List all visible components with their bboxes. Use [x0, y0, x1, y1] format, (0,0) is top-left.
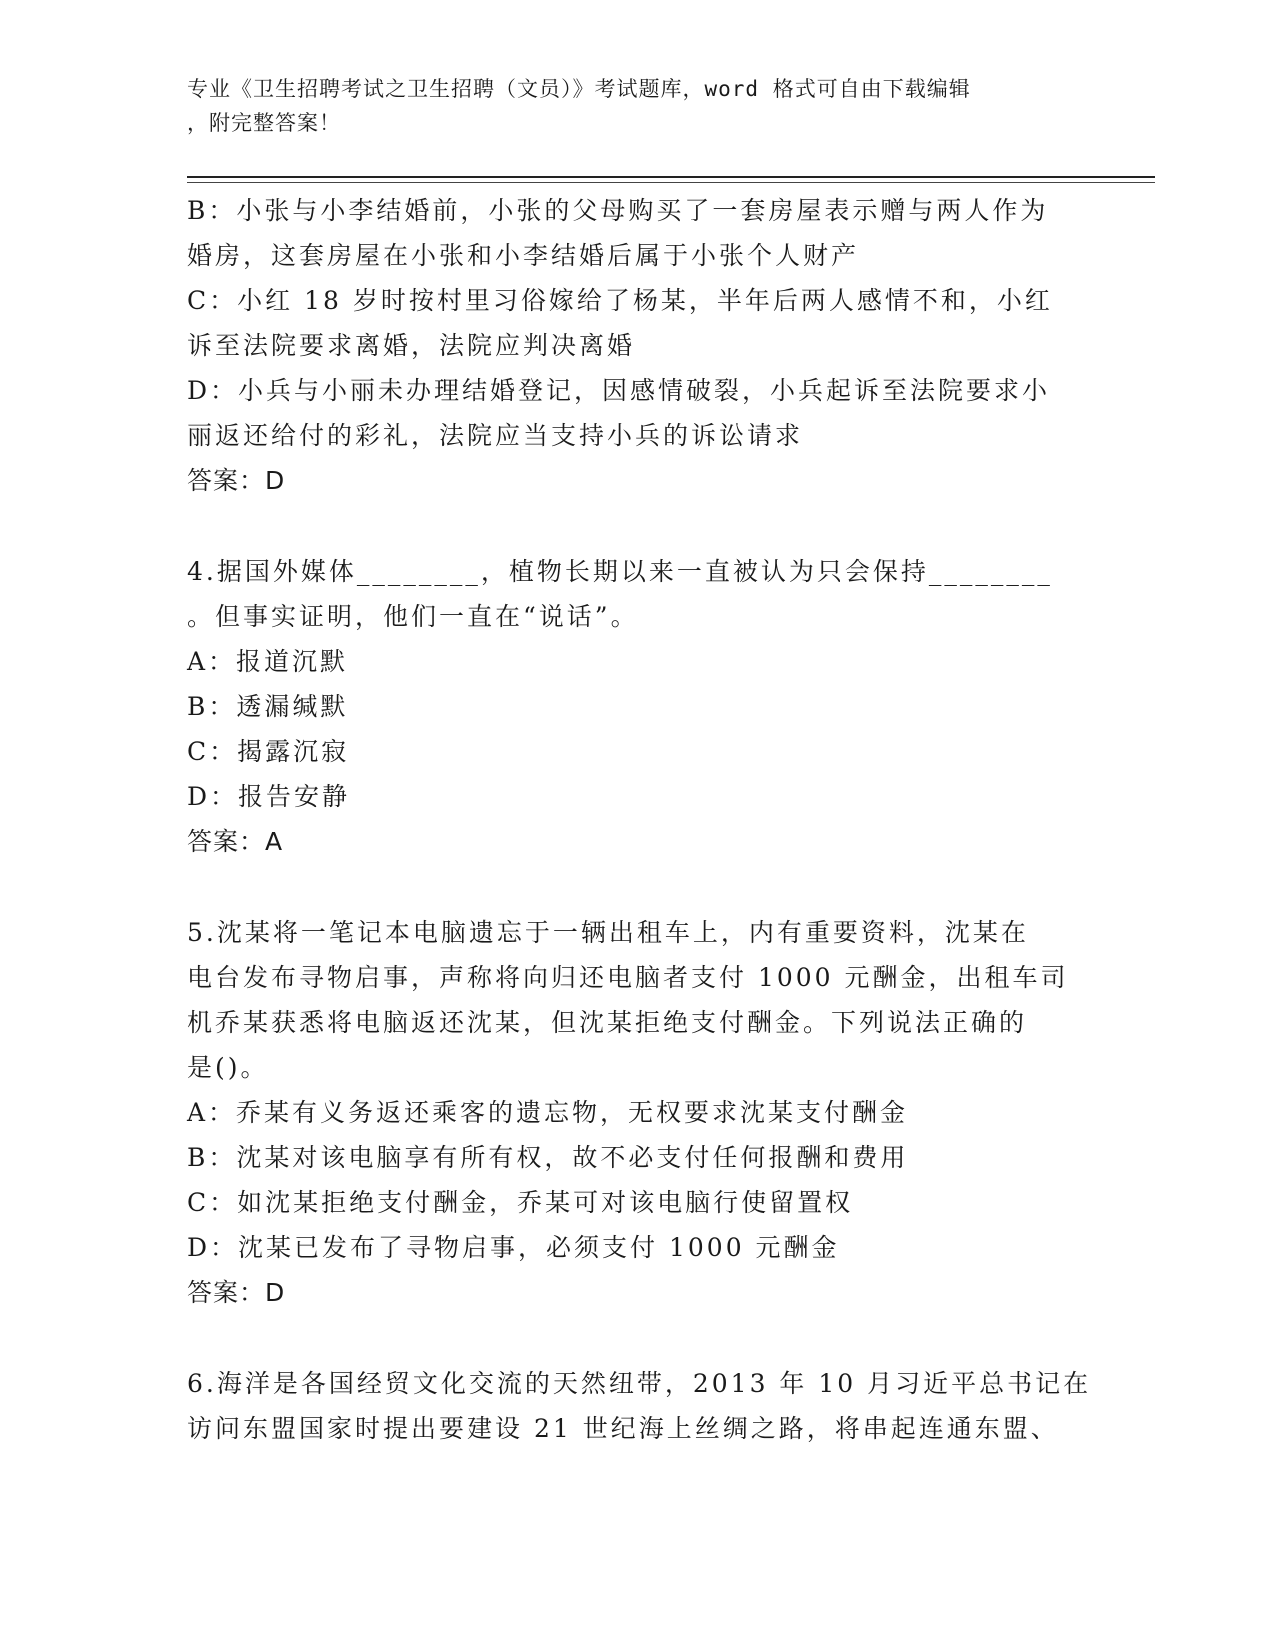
option-c: C：如沈某拒绝支付酬金，乔某可对该电脑行使留置权 — [187, 1188, 854, 1217]
question-4 — [187, 549, 1087, 864]
option-a: A：乔某有义务返还乘客的遗忘物，无权要求沈某支付酬金 — [187, 1098, 909, 1127]
header-line-2: ，附完整答案！ — [187, 111, 341, 135]
question-content — [187, 188, 1092, 1451]
option-d: D：报告安静 — [187, 782, 351, 811]
option-c-line-1: C：小红 18 岁时按村里习俗嫁给了杨某，半年后两人感情不和，小红 — [187, 286, 1053, 315]
answer-label: 答案：A — [187, 827, 284, 856]
question-stem-line-1: 4.据国外媒体________，植物长期以来一直被认为只会保持________ — [187, 557, 1053, 586]
answer-label: 答案：D — [187, 1278, 286, 1307]
question-stem-line-4: 是()。 — [187, 1053, 269, 1082]
option-d-line-1: D：小兵与小丽未办理结婚登记，因感情破裂，小兵起诉至法院要求小 — [187, 376, 1051, 405]
question-5 — [187, 910, 1087, 1315]
question-6 — [187, 1361, 1092, 1451]
question-stem-line-3: 机乔某获悉将电脑返还沈某，但沈某拒绝支付酬金。下列说法正确的 — [187, 1008, 1028, 1037]
option-b-line-1: B：小张与小李结婚前，小张的父母购买了一套房屋表示赠与两人作为 — [187, 196, 1049, 225]
option-d: D：沈某已发布了寻物启事，必须支付 1000 元酬金 — [187, 1233, 840, 1262]
question-3-tail — [187, 188, 1087, 503]
option-a: A：报道沉默 — [187, 647, 349, 676]
question-stem-line-2: 电台发布寻物启事，声称将向归还电脑者支付 1000 元酬金，出租车司 — [187, 963, 1069, 992]
option-c: C：揭露沉寂 — [187, 737, 350, 766]
document-header — [187, 72, 1067, 140]
question-stem-line-2: 访问东盟国家时提出要建设 21 世纪海上丝绸之路，将串起连通东盟、 — [187, 1414, 1059, 1443]
option-b-line-2: 婚房，这套房屋在小张和小李结婚后属于小张个人财产 — [187, 241, 860, 270]
option-b: B：透漏缄默 — [187, 692, 349, 721]
question-stem-line-1: 6.海洋是各国经贸文化交流的天然纽带，2013 年 10 月习近平总书记在 — [187, 1369, 1092, 1398]
question-stem-line-1: 5.沈某将一笔记本电脑遗忘于一辆出租车上，内有重要资料，沈某在 — [187, 918, 1029, 947]
header-rule-thin — [187, 182, 1155, 183]
option-b: B：沈某对该电脑享有所有权，故不必支付任何报酬和费用 — [187, 1143, 909, 1172]
answer-label: 答案：D — [187, 466, 286, 495]
header-rule-thick — [187, 176, 1155, 178]
option-c-line-2: 诉至法院要求离婚，法院应判决离婚 — [187, 331, 636, 360]
question-stem-line-2: 。但事实证明，他们一直在“说话”。 — [187, 602, 639, 631]
option-d-line-2: 丽返还给付的彩礼，法院应当支持小兵的诉讼请求 — [187, 421, 804, 450]
header-line-1: 专业《卫生招聘考试之卫生招聘（文员）》考试题库，word 格式可自由下载编辑 — [187, 77, 971, 101]
